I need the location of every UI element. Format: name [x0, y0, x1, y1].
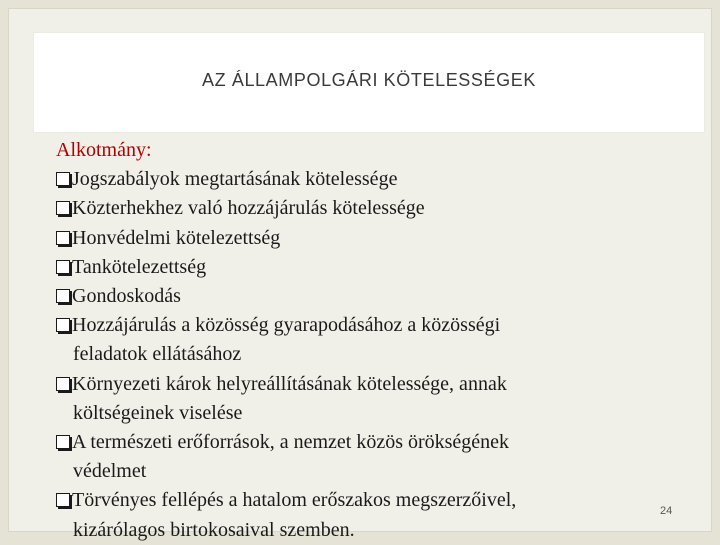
list-item-text: Gondoskodás — [72, 285, 181, 308]
list-item-continuation: költségeinek viselése — [73, 401, 243, 424]
list-item — [56, 370, 646, 399]
list-item-text: Jogszabályok megtartásának kötelessége — [72, 168, 398, 191]
checkbox-bullet-icon — [56, 231, 70, 245]
list-item-text: Környezeti károk helyreállításának kötelessége, annak — [72, 372, 507, 395]
content — [56, 136, 646, 545]
list-item — [56, 486, 646, 515]
list-item — [56, 165, 646, 194]
list-item — [56, 253, 646, 282]
slide-title: AZ ÁLLAMPOLGÁRI KÖTELESSÉGEK — [202, 70, 536, 90]
list-item — [56, 428, 646, 457]
checkbox-bullet-icon — [56, 377, 70, 391]
checkbox-bullet-icon — [56, 435, 70, 449]
title-box — [34, 33, 704, 132]
list-item-text: A természeti erőforrások, a nemzet közös örökségének — [72, 431, 510, 454]
list-item-text: Hozzájárulás a közösség gyarapodásához a közösségi — [72, 314, 501, 337]
list-item — [56, 224, 646, 253]
list-item — [56, 194, 646, 223]
checkbox-bullet-icon — [56, 289, 70, 303]
checkbox-bullet-icon — [56, 260, 70, 274]
list-item-text: Törvényes fellépés a hatalom erőszakos megszerzőivel, — [72, 489, 517, 512]
checkbox-bullet-icon — [56, 172, 70, 186]
section-heading: Alkotmány: — [56, 139, 152, 161]
list-item-continuation: védelmet — [73, 460, 147, 483]
list-item-text: Tankötelezettség — [72, 255, 207, 278]
list-item-text: Közterhekhez való hozzájárulás kötelessége — [72, 197, 425, 220]
list-item — [56, 282, 646, 311]
checkbox-bullet-icon — [56, 201, 70, 215]
list-item-continuation: feladatok ellátásához — [73, 343, 242, 366]
list-item-text: Honvédelmi kötelezettség — [72, 226, 281, 249]
list-item-continuation: kizárólagos birtokosaival szemben. — [73, 518, 355, 541]
checkbox-bullet-icon — [56, 318, 70, 332]
list-item — [56, 311, 646, 340]
checkbox-bullet-icon — [56, 493, 70, 507]
page-number: 24 — [660, 505, 673, 517]
